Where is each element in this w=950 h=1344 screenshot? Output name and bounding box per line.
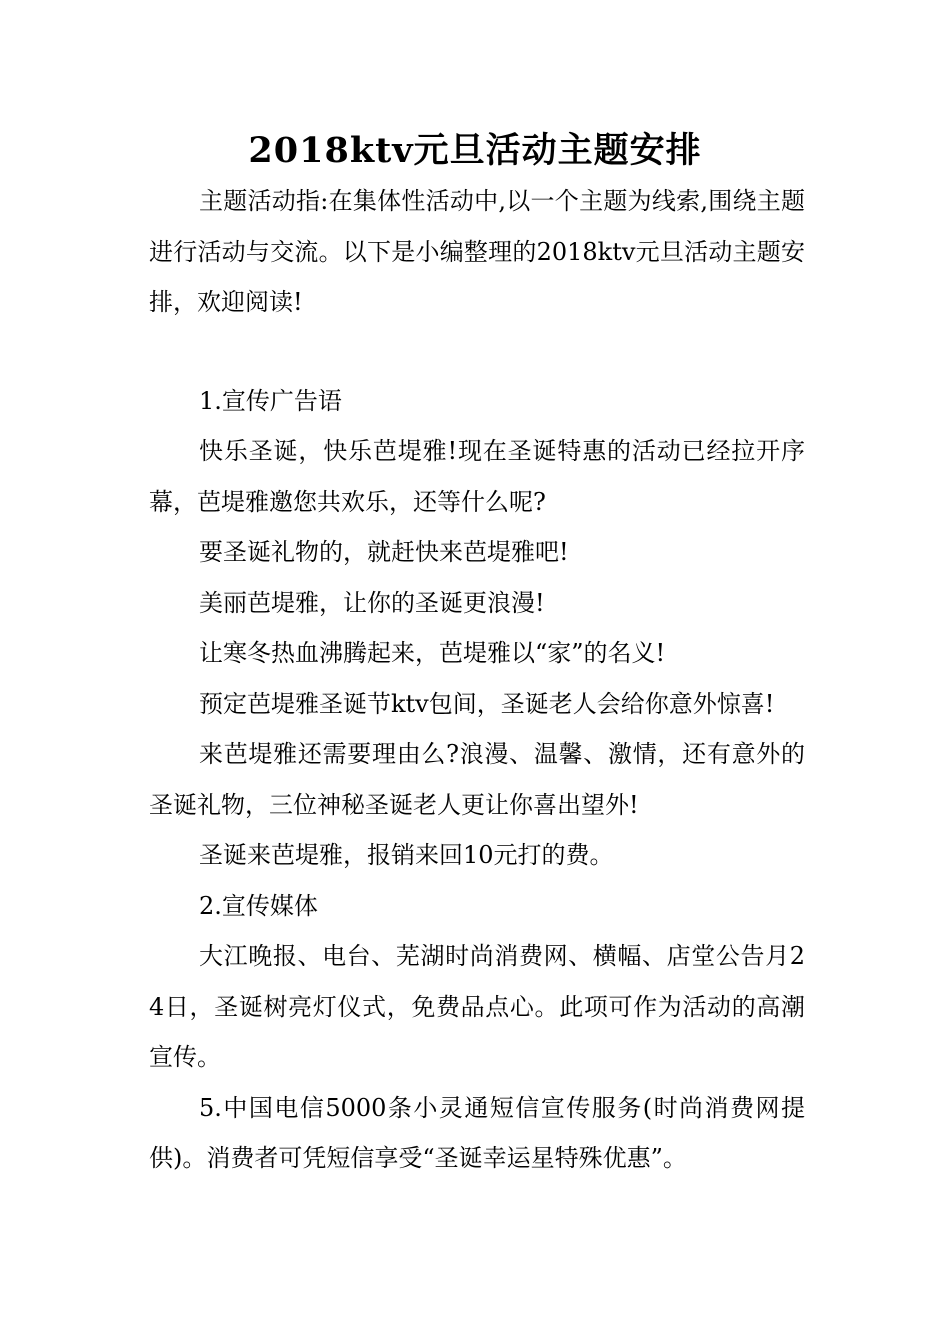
slogan-paragraph: 来芭堤雅还需要理由么?浪漫、温馨、激情，还有意外的圣诞礼物，三位神秘圣诞老人更让你喜出望外!	[149, 740, 805, 819]
document-title: 2018ktv元旦活动主题安排	[248, 130, 702, 171]
slogan-paragraph: 圣诞来芭堤雅，报销来回10元打的费。	[199, 841, 614, 869]
section-heading-slogans: 1.宣传广告语	[199, 386, 342, 415]
slogan-paragraph: 美丽芭堤雅，让你的圣诞更浪漫!	[199, 588, 545, 617]
slogan-paragraph: 让寒冬热血沸腾起来，芭堤雅以“家”的名义!	[199, 639, 666, 667]
document-body	[149, 176, 805, 1184]
sms-service-paragraph: 5.中国电信5000条小灵通短信宣传服务(时尚消费网提供)。消费者可凭短信享受“圣诞幸运星特殊优惠”。	[149, 1093, 805, 1172]
slogan-paragraph: 要圣诞礼物的，就赶快来芭堤雅吧!	[199, 538, 569, 566]
slogan-paragraph: 快乐圣诞，快乐芭堤雅!现在圣诞特惠的活动已经拉开序幕，芭堤雅邀您共欢乐，还等什么呢?	[149, 437, 805, 516]
media-paragraph: 大江晚报、电台、芜湖时尚消费网、横幅、店堂公告月24日，圣诞树亮灯仪式，免费品点心。此项可作为活动的高潮宣传。	[149, 942, 805, 1071]
paragraph-spacer	[149, 328, 805, 376]
section-heading-media: 2.宣传媒体	[199, 891, 318, 920]
slogan-paragraph: 预定芭堤雅圣诞节ktv包间，圣诞老人会给你意外惊喜!	[199, 689, 775, 718]
intro-paragraph: 主题活动指:在集体性活动中,以一个主题为线索,围绕主题进行活动与交流。以下是小编整理的2018ktv元旦活动主题安排，欢迎阅读!	[149, 187, 805, 316]
